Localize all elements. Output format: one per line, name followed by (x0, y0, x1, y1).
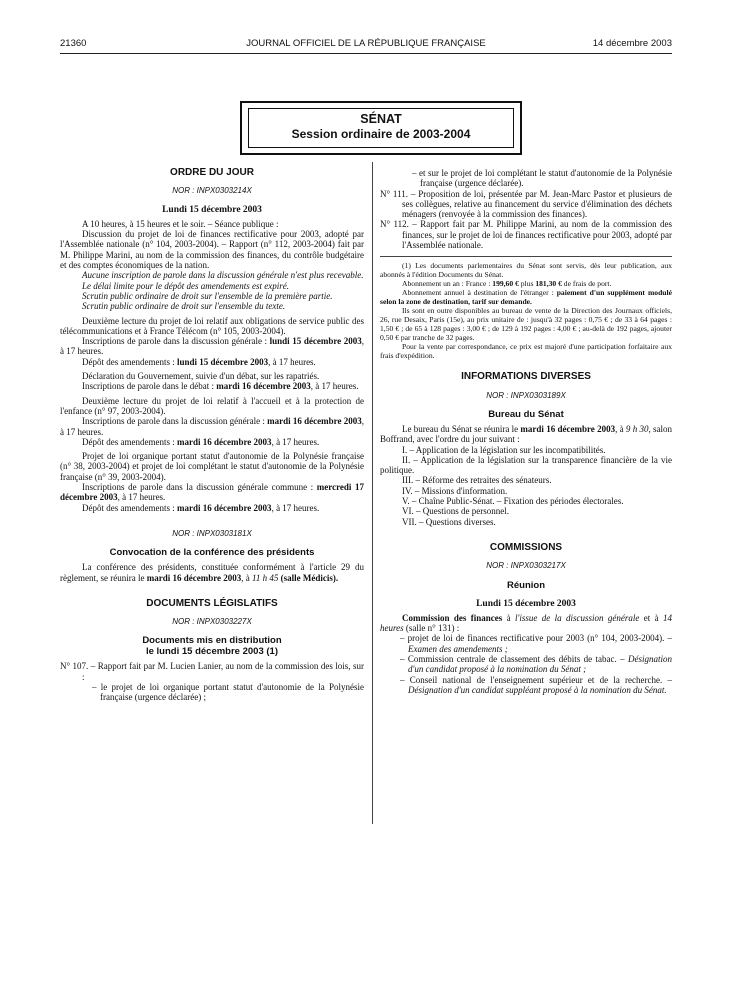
polynesie-projets: Projet de loi organique portant statut d'autonomie de la Polynésie française (n° 38, 2003-2004) et projet de loi complétant le statut d'autonomie de la Polynésie française (n° 39, 2003-2004). (60, 451, 364, 482)
info-nor: NOR : INPX0303189X (486, 390, 566, 400)
convocation-nor: NOR : INPX0303181X (172, 528, 252, 538)
title-session: Session ordinaire de 2003-2004 (291, 127, 471, 141)
footnote-correspondance: Pour la vente par correspondance, ce prix est majoré d'une participation forfaitaire aux frais d'expédition. (380, 342, 672, 361)
footnote-rule (380, 256, 672, 257)
commissions-heading: COMMISSIONS (489, 541, 563, 553)
commission-item-2: – Commission centrale de classement des débits de tabac. – Désignation d'un candidat proposé à la nomination du Sénat ; (400, 654, 672, 675)
documents-sub-2: le lundi 15 décembre 2003 (1) (145, 646, 278, 658)
issue-date: 14 décembre 2003 (592, 38, 672, 49)
commission-item-3: – Conseil national de l'enseignement supérieur et de la recherche. – Désignation d'un candidat suppléant proposé à la nomination du Sénat. (400, 674, 672, 695)
footnote-1: (1) Les documents parlementaires du Sénat sont servis, dès leur publication, aux abonnés à l'édition Documents du Sénat. (380, 261, 672, 280)
seance-times: A 10 heures, à 15 heures et le soir. – Séance publique : (82, 218, 279, 229)
bureau-item: I. – Application de la législation sur les incompatibilités. (402, 444, 606, 455)
convocation-heading: Convocation de la conférence des présidents (109, 547, 315, 559)
running-header (60, 38, 672, 52)
enfance-lecture: Deuxième lecture du projet de loi relatif à l'accueil et à la protection de l'enfance (n° 97, 2003-2004). (60, 395, 364, 416)
journal-title: JOURNAL OFFICIEL DE LA RÉPUBLIQUE FRANÇAISE (246, 38, 486, 49)
commission-finances-intro: Commission des finances à l'issue de la discussion générale et à 14 heures (salle n° 131) : (380, 612, 672, 634)
bureau-item: VI. – Questions de personnel. (402, 506, 509, 517)
bureau-item: II. – Application de la législation sur la transparence financière de la vie politique. (380, 454, 672, 476)
footnote-abonnement: Abonnement un an : France : 199,60 € plus 181,30 € de frais de port. (402, 279, 612, 289)
bureau-item: VII. – Questions diverses. (402, 516, 496, 527)
note-inscription: Aucune inscription de parole dans la discussion générale n'est plus recevable. (82, 270, 364, 281)
left-column (60, 168, 364, 703)
bureau-item: III. – Réforme des retraites des sénateurs. (402, 475, 552, 486)
enfance-amendements: Dépôt des amendements : mardi 16 décembre 2003, à 17 heures. (82, 436, 320, 447)
bureau-intro: Le bureau du Sénat se réunira le mardi 16 décembre 2003, à 9 h 30, salon Boffrand, avec l'ordre du jour suivant : (380, 423, 672, 445)
title-box (240, 101, 522, 155)
doc-n107-item-1: – le projet de loi organique portant statut d'autonomie de la Polynésie française (urgence déclarée) ; (92, 681, 364, 703)
telecom-inscriptions: Inscriptions de parole dans la discussion générale : lundi 15 décembre 2003, à 17 heures. (60, 336, 365, 357)
info-heading: INFORMATIONS DIVERSES (461, 371, 591, 383)
header-rule (60, 53, 672, 54)
doc-n111: N° 111. – Proposition de loi, présentée par M. Jean-Marc Pastor et plusieurs de ses collègues, relative au financement du service d'élimination des déchets ménagers (renvoyée à la commission des finances). (380, 188, 672, 220)
telecom-amendements: Dépôt des amendements : lundi 15 décembre 2003, à 17 heures. (82, 356, 316, 367)
footnote (380, 261, 672, 360)
discussion-plf: Discussion du projet de loi de finances rectificative pour 2003, adopté par l'Assemblée nationale (n° 104, 2003-2004). – Rapport (n° 112, 2003-2004) fait par M. Philippe Marini, au nom de la commission des finances, du contrôle budgétaire et des comptes économiques de la nation. (60, 229, 364, 271)
footnote-etranger: Abonnement annuel à destination de l'étranger : paiement d'un supplément modulé selon la zone de destination, tarif sur demande. (380, 288, 672, 307)
polynesie-amendements: Dépôt des amendements : mardi 16 décembre 2003, à 17 heures. (82, 502, 320, 513)
telecom-lecture: Deuxième lecture du projet de loi relatif aux obligations de service public des télécommunications et à France Télécom (n° 105, 2003-2004). (60, 315, 364, 336)
doc-n112: N° 112. – Rapport fait par M. Philippe Marini, au nom de la commission des finances, sur le projet de loi de finances rectificative pour 2003, adopté par l'Assemblée nationale. (380, 219, 672, 251)
note-delai: Le délai limite pour le dépôt des amendements est expiré. (82, 280, 289, 291)
footnote-vente: Ils sont en outre disponibles au bureau de vente de la Direction des Journaux officiels, 26, rue Desaix, Paris (15e), au prix unitaire de : jusqu'à 32 pages : 0,75 € ; de 33 à 64 pages : 1,50 € ; de 65 à 128 pages : 3,00 € ; de 129 à 192 pages : 4,00 € ; au-delà de 192 pages, ajouter 0,50 € par tranche de 32 pages. (380, 306, 672, 343)
reunion-day: Lundi 15 décembre 2003 (476, 598, 576, 609)
documents-nor: NOR : INPX0303227X (172, 617, 252, 627)
convocation-text: La conférence des présidents, constituée conformément à l'article 29 du règlement, se réunira le mardi 16 décembre 2003, à 11 h 45 (salle Médicis). (60, 562, 364, 583)
title-senat: SÉNAT (360, 112, 402, 126)
commissions-nor: NOR : INPX0303217X (486, 561, 566, 571)
right-column (380, 168, 672, 695)
ordre-nor: NOR : INPX0303214X (172, 186, 252, 196)
note-scrutin-1: Scrutin public ordinaire de droit sur l'ensemble de la première partie. (82, 290, 333, 301)
enfance-inscriptions: Inscriptions de parole dans la discussion générale : mardi 16 décembre 2003, à 17 heures. (60, 416, 364, 437)
bureau-heading: Bureau du Sénat (488, 408, 564, 420)
column-divider (372, 162, 373, 824)
bureau-item: IV. – Missions d'information. (402, 485, 508, 496)
documents-sub-1: Documents mis en distribution (142, 635, 282, 647)
reunion-heading: Réunion (507, 579, 545, 591)
doc-n107-item-2: – et sur le projet de loi complétant le statut d'autonomie de la Polynésie française (urgence déclarée). (412, 168, 672, 189)
ordre-du-jour-heading: ORDRE DU JOUR (170, 167, 254, 178)
page-number: 21360 (60, 38, 87, 49)
note-scrutin-2: Scrutin public ordinaire de droit sur l'ensemble du texte. (82, 301, 286, 312)
declaration-rapatries: Déclaration du Gouvernement, suivie d'un débat, sur les rapatriés. (82, 371, 320, 382)
ordre-day: Lundi 15 décembre 2003 (162, 204, 262, 215)
rapatries-inscriptions: Inscriptions de parole dans le débat : mardi 16 décembre 2003, à 17 heures. (82, 381, 359, 392)
commission-item-1: – projet de loi de finances rectificative pour 2003 (n° 104, 2003-2004). – Examen des amendements ; (400, 633, 672, 654)
bureau-item: V. – Chaîne Public-Sénat. – Fixation des périodes électorales. (402, 496, 624, 507)
documents-heading: DOCUMENTS LÉGISLATIFS (146, 597, 278, 609)
doc-n107: N° 107. – Rapport fait par M. Lucien Lanier, au nom de la commission des lois, sur : (60, 661, 364, 682)
polynesie-inscriptions: Inscriptions de parole dans la discussion générale commune : mercredi 17 décembre 2003, à 17 heures. (60, 482, 364, 503)
